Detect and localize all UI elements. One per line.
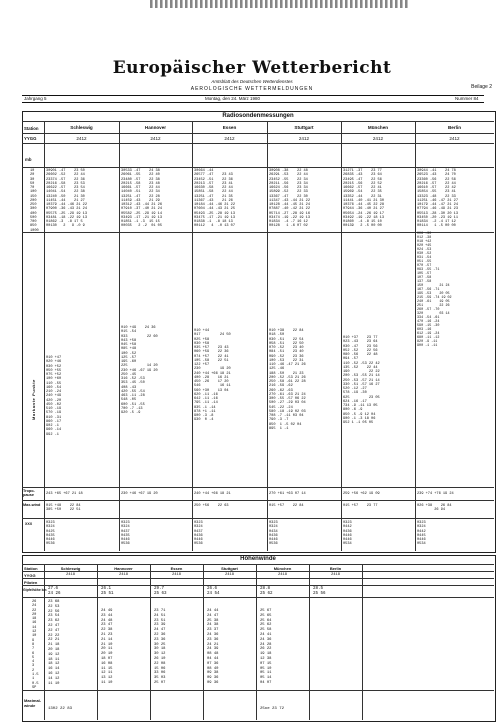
hw-maxwind: 25oe 23 72 [260, 707, 285, 711]
markante-punkte-label: Markante Punkte [31, 378, 36, 420]
divider [119, 121, 120, 551]
hw-station: Stuttgart [221, 566, 238, 571]
section-title: AEROLOGISCHE WETTERMELDUNGEN [190, 86, 314, 92]
maxwind-value: 015 +57 23 77 [343, 504, 378, 508]
mb-label: mb [25, 157, 32, 162]
hw-column: 24 44 24 47 25 38 24 38 23 37 24 36 23 36 24 21 24 39 08 48 04 44 07 36 08 40 09 38 09 36 09 36 [207, 609, 219, 685]
codes-label: XXX [25, 522, 33, 526]
divider [362, 564, 363, 720]
maxwind-value: 250 +56 22 63 [194, 504, 229, 508]
hw-yygg: 2418 [118, 573, 129, 577]
maxwind-value: 015 +48 22 84 385 +50 22 51 [46, 504, 81, 513]
markante-essen: 010 +44 017 24 50 025 +58 030 +58 035 +57 23 43 060 +59 22 36 074 +57 22 41 105 -58 22 51 122 +57 230 19 20 240 +44 +66 18 21 400 -28 16 21 450 -26 17 20 546 16 11 560 +30 13 04 620 -11 -16 642 -11 -16 795 -11 -14 835 -1 -14 878 +1 -11 900 -3 -8 930 0 -4 [194, 329, 231, 423]
codes-value: 0323 0324 0425 0435 0446 0536 [46, 521, 55, 547]
station-muenchen: München [367, 125, 389, 130]
yygg-value: 2412 [372, 136, 384, 141]
hw-column: 24 49 23 44 24 48 23 47 22 38 21 23 21 14 21 10 20 11 20 10 18 07 16 08 11 15 12 11 13 12 11 10 [101, 609, 113, 685]
hw-station-label: Station [24, 566, 38, 571]
hw-pilot-label: Piloten [24, 580, 38, 585]
hw-station: München [273, 566, 292, 571]
divider [22, 518, 494, 519]
yygg-value: 2412 [76, 136, 87, 141]
divider [309, 564, 310, 720]
divider [22, 133, 494, 134]
divider [192, 121, 193, 551]
divider [22, 585, 494, 586]
hw-gipfel-label: Gipfelhöhe km [23, 588, 47, 592]
hw-maxwind: 1302 22 83 [48, 707, 73, 711]
markante-hannover: 010 +49 24 36 015 -54 033 22 60 043 +58 045 +58 085 +48 100 -52 125 -57 195 -60 225 14 20 230 +46 -67 19 20 250 -45 316 -52 -53 353 -45 -50 408 -43 420 -55 -54 463 -11 -28 548 -05 600 -51 -55 700 -7 -13 920 -5 -9 [121, 326, 158, 415]
std-levels-muenchen: 31271 -37 23 77 26835 -43 23 64 23495 -47 22 56 20215 -56 22 52 16662 -57 22 41 15969 -54 22 35 13352 -44 22 31 11441 -40 -41 21 30 10376 -44 -45 22 28 07944 -36 -40 21 27 05654 -24 -26 19 17 03492 -19 -22 18 13 01860 -4 -8 15 10 00139 2 -5 00 00 [343, 169, 384, 229]
std-levels-berlin: 30944 -41 24 78 26523 -43 24 70 23360 -56 22 56 20216 -57 22 44 16610 -57 22 42 15854 -55 23 41 13323 -48 22 33 11251 -46 -47 21 27 10179 -44 -47 21 24 07794 -46 -49 21 23 05513 -28 -30 20 13 03450 -20 -23 19 11 01834 -2 -4 17 12 00114 1 -5 00 00 [417, 169, 458, 229]
divider [22, 167, 494, 168]
hw-gipfel: 26.6 24 54 [207, 587, 220, 596]
std-levels-essen: 30664 -44 26577 -47 23 43 23452 -51 22 36 20213 -57 23 41 16630 -58 22 44 15851 -58 22 44 13251 -47 21 35 11367 -43 21 26 10184 -44 -46 21 22 07604 -44 -43 21 25 05493 -25 -28 19 13 03475 -17 -21 19 13 01838 -1 -8 18 13 00112 4 -0 13 07 [194, 169, 235, 229]
yygg-label: YYGG [24, 136, 37, 141]
hw-yygg: 2418 [65, 573, 76, 577]
hw-station: Hannover [114, 566, 133, 571]
hw-yygg: 2418 [224, 573, 235, 577]
beilage-label: Beilage 2 [471, 84, 492, 90]
divider [341, 121, 342, 551]
station-berlin: Berlin [447, 125, 462, 130]
station-essen: Essen [222, 125, 237, 130]
hw-gipfel: 28.5 25 56 [313, 587, 326, 596]
scan-edge [150, 0, 410, 8]
divider [22, 690, 494, 691]
hw-column: 23 68 22 53 22 56 23 54 23 62 22 47 22 47 22 22 22 21 21 18 20 18 19 12 18 11 18 12 16 14 16 12 14 12 11 10 [48, 600, 60, 686]
tropopause-value: 230 +46 +67 19 20 [121, 492, 158, 496]
std-levels-schleswig: 30901 -47 23 50 26602 -52 22 44 23374 -57 22 36 20216 -58 23 53 16622 -57 23 54 14041 -54 22 38 13240 -50 21 30 11451 -44 21 27 10379 -44 -46 21 22 07900 -36 -43 21 24 05575 -25 -29 19 13 03481 -18 -22 19 13 01862 -3 -8 17 5 00130 2 9 -0 9 [46, 169, 87, 229]
issue-date: Montag, den 24. März 1980 [205, 96, 261, 101]
hw-heights: 26 24 22 20 18 16 14 12 10 9 8 7 6 5 4 3 2 1.5 1 0.5 SP [32, 600, 39, 690]
station-label: Station [24, 126, 39, 131]
divider [44, 121, 45, 551]
hw-yygg-label: YYGG [24, 573, 36, 578]
station-stuttgart: Stuttgart [294, 125, 314, 130]
publisher: Amtsblatt des Deutschen Wetterdienstes [211, 79, 293, 84]
report-title: Europäischer Wetterbericht [112, 58, 392, 78]
divider [22, 121, 494, 122]
codes-value: 0323 0324 0442 0445 0446 0534 [417, 521, 426, 547]
std-levels-hannover: 30533 -47 24 38 26061 -55 22 40 23480 -57 22 38 20215 -58 23 48 16661 -57 22 44 14040 -51 22 34 13251 -47 22 28 11459 -43 21 29 10312 -43 -44 21 26 07910 -37 -40 21 24 05582 -25 -29 19 14 03493 -17 -21 19 13 01851 -1 -3 15 15 00035 2 -2 01 05 [121, 169, 162, 229]
tropopause-value: 270 +61 +63 07 14 [269, 492, 306, 496]
hw-yygg: 2418 [277, 573, 288, 577]
divider [22, 564, 494, 565]
divider [267, 121, 268, 551]
divider [203, 564, 204, 720]
maxwind-value: 015 +57 22 84 [269, 504, 304, 508]
rule [22, 102, 484, 103]
hw-station: Essen [170, 566, 183, 571]
std-levels-stuttgart: 30908 -38 22 48 26291 -53 22 44 23452 -55 22 34 20211 -56 23 34 16624 -56 23 34 15899 -52 22 33 13367 -47 22 30 11347 -43 -44 21 22 10128 -44 -45 21 24 07887 -40 -42 21 22 05714 -27 -28 19 16 03474 -19 -22 19 13 01834 -4 -7 16 12 00128 1 -6 07 02 [269, 169, 310, 229]
hw-station: Berlin [329, 566, 342, 571]
divider [256, 564, 257, 720]
yygg-value: 2412 [298, 136, 310, 141]
tropopause-value: 243 +65 +67 21 18 [46, 492, 83, 496]
divider [22, 487, 494, 488]
radiosonde-title: Radiosondenmessungen [222, 113, 294, 119]
yygg-value: 2412 [150, 136, 161, 141]
markante-muenchen: 010 +37 23 77 023 -43 23 64 030 -47 23 56 052 -52 22 56 080 -56 22 48 094 -57 110 -52 -53 22 42 135 -52 22 44 190 22 22 200 -53 -55 21 14 250 -53 -57 21 14 330 -51 -57 16 27 520 -12 -27 578 -19 -30 625 23 05 624 -16 -17 734 -9 -11 13 05 800 -6 -9 850 -5 -9 12 04 900 -1 -3 18 06 952 1 -1 05 05 [343, 336, 380, 425]
hw-gipfel: 27.6 24 26 [48, 587, 61, 596]
divider [22, 571, 494, 572]
divider [22, 500, 494, 501]
hw-yygg: 2418 [171, 573, 182, 577]
maxwind-label: Max-wind [23, 503, 41, 507]
issue-number: Nummer 84 [455, 96, 479, 101]
hw-gipfel: 26.1 25 51 [101, 587, 114, 596]
markante-schleswig: 010 +47 020 +46 030 +52 050 +55 075 +52 100 +60 110 -55 160 -54 210 -24 240 +49 420 -20 450 -02 510 -19 570 -19 810 -31 860 -17 902 -1 960 -14 992 -1 [46, 356, 62, 437]
codes-value: 0323 0324 0434 0436 0446 0536 [269, 521, 278, 547]
hw-station: Schleswig [60, 566, 81, 571]
station-hannover: Hannover [144, 125, 167, 130]
divider [97, 564, 98, 720]
divider [22, 143, 494, 144]
pressure-levels: 10 20 30 50 70 100 150 200 250 300 400 500 700 850 1000 [30, 169, 39, 233]
yygg-value: 2412 [224, 136, 235, 141]
hw-column: 25 67 25 65 25 64 25 62 25 58 24 41 24 36 24 28 26 22 19 18 12 38 07 15 05 10 05 11 05 14 04 07 [260, 609, 272, 685]
hw-column: 23 71 24 51 23 51 23 39 24 47 22 36 23 36 30 25 30 18 30 12 26 10 22 08 15 06 33 06 35 03 25 07 [154, 609, 166, 685]
markante-berlin: 006 -30 012 -38 018 +42 020 +45 024 -53 030 -52 031 -54 051 -55 070 -57 093 -55 -71 105 -57 107 -58 137 -58 150 21 24 167 -56 -71 195 -53 20 05 215 -59 -74 19 02 240 -61 19 05 251 22 26 260 -57 -70 320 03 14 334 -54 -61 470 -16 -24 590 -15 -30 603 -16 612 -19 -24 680 -11 -12 820 -9 -11 900 -1 -11 [417, 232, 452, 348]
codes-value: 0323 0442 0436 0446 0446 0534 [343, 521, 352, 547]
tropopause-label: Tropo-pause [23, 489, 35, 497]
hoehenwinde-title: Höhenwinde [240, 556, 276, 562]
jahrgang: Jahrgang 5 [24, 96, 47, 101]
hw-maxwind-label: Maximal-winde [24, 698, 42, 708]
hoehenwinde-table [22, 555, 496, 722]
divider [415, 121, 416, 551]
hw-gipfel: 28.8 25 62 [260, 587, 273, 596]
codes-value: 0323 0324 0437 0436 0446 0536 [194, 521, 203, 547]
hw-gipfel: 29.7 25 63 [154, 587, 167, 596]
divider [22, 578, 494, 579]
maxwind-value: 026 +38 26 84 26 94 [417, 504, 452, 513]
divider [150, 564, 151, 720]
tropopause-value: 239 +74 +76 19 24 [417, 492, 454, 496]
divider [22, 597, 494, 598]
hw-yygg: 2418 [330, 573, 341, 577]
markante-stuttgart: 010 +38 22 84 018 -50 030 -51 22 54 058 -51 22 50 070 -52 23 40 084 -51 23 40 090 -52 23 36 100 -53 22 31 110 -46 -47 21 26 125 -46 188 -50 21 23 200 -52 -53 21 26 250 -58 -61 22 28 216 -59 -62 260 -62 -63 270 -61 -63 21 24 300 -55 -57 06 22 500 -27 -29 03 04 545 -22 -24 580 -18 -19 02 03 708 -7 -11 03 04 790 -3 -7 850 1 -5 02 04 895 1 -1 [269, 329, 306, 431]
tropopause-value: 240 +44 +66 18 21 [194, 492, 231, 496]
codes-value: 0323 0324 0437 0435 0446 0536 [121, 521, 130, 547]
yygg-value: 2412 [449, 136, 460, 141]
tropopause-value: 259 +56 +62 19 09 [343, 492, 380, 496]
station-schleswig: Schleswig [70, 125, 93, 130]
